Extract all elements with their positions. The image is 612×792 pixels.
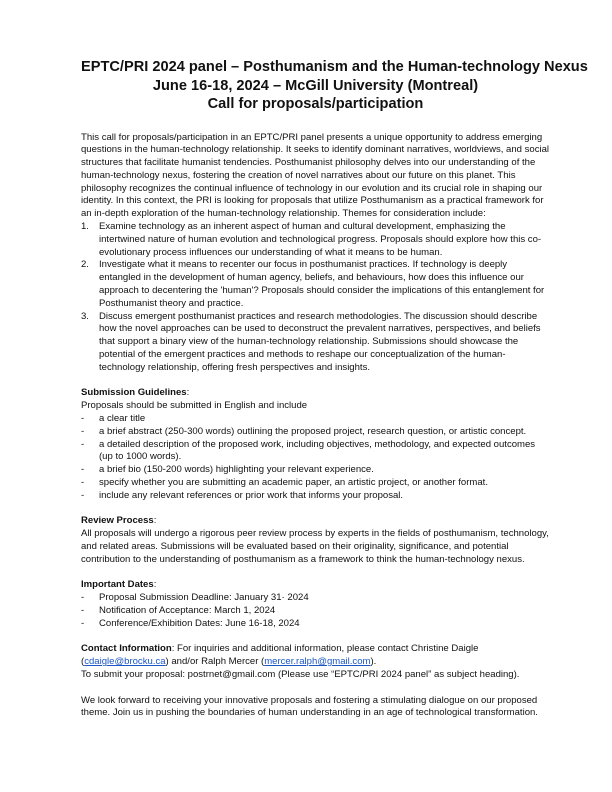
theme-number: 2. (81, 259, 89, 271)
list-item: - include any relevant references or prior work that informs your proposal. (81, 489, 404, 501)
contact-paragraph: Contact Information: For inquiries and additional information, please contact Christine Daigle (cdaigle@brocku.ca) and/or Ralph Mercer (mercer.ralph@gmail.com). (81, 643, 479, 668)
list-item-text: include any relevant references or prior work that informs your proposal. (99, 489, 404, 501)
contact-text-3: ). (370, 656, 377, 668)
theme-text: Discuss emergent posthumanist practices and research methodologies. The discussion should describe how the novel approaches can be used to deconstruct the prevalent narratives, perspectives, and beliefs that support a binary view of the human-technology relationship. Submissions should showcase the potential of the emergent practices and methods to reshape our conceptualization of the human-technology relationship, offering fresh perspectives and insights. (99, 310, 541, 373)
list-item: - a brief abstract (250-300 words) outlining the proposed project, research question, or artistic concept. (81, 425, 527, 437)
review-heading-line: Review Process: (81, 515, 157, 527)
list-item-text: a brief abstract (250-300 words) outlining the proposed project, research question, or artistic concept. (99, 425, 527, 437)
document-title (81, 58, 588, 114)
theme-number: 3. (81, 310, 89, 322)
list-item: - Conference/Exhibition Dates: June 16-18, 2024 (81, 617, 300, 629)
list-item: - a clear title (81, 413, 146, 425)
dates-list (81, 592, 550, 630)
submission-heading-line: Submission Guidelines: (81, 387, 190, 399)
title-line-3: Call for proposals/participation (207, 96, 424, 112)
list-item-text: a detailed description of the proposed work, including objectives, methodology, and expected outcomes (up to 1000 words). (99, 438, 536, 463)
submit-line: To submit your proposal: postrnet@gmail.com (Please use “EPTC/PRI 2024 panel” as subject heading). (81, 668, 520, 680)
theme-text: Examine technology as an inherent aspect of human and cultural development, emphasizing the intertwined nature of human evolution and technological progress. Proposals should explore how this co-evolutionary process influences our understanding of what it means to be human. (99, 221, 542, 258)
list-item: - Proposal Submission Deadline: January 31· 2024 (81, 592, 309, 604)
list-item: - Notification of Acceptance: March 1, 2024 (81, 604, 276, 616)
list-item: - specify whether you are submitting an academic paper, an artistic project, or another format. (81, 477, 488, 489)
email-link-daigle[interactable]: cdaigle@brocku.ca (84, 656, 166, 668)
email-link-mercer[interactable]: mercer.ralph@gmail.com (264, 656, 371, 668)
list-item: - a brief bio (150-200 words) highlighting your relevant experience. (81, 464, 374, 476)
closing-paragraph: We look forward to receiving your innovative proposals and fostering a stimulating dialogue on our proposed theme. Join us in pushing the boundaries of human understanding in an age of technological transformation. (81, 694, 538, 719)
dates-heading: Important Dates (81, 579, 154, 591)
list-item: - a detailed description of the proposed work, including objectives, methodology, and expected outcomes (up to 1000 words). (81, 438, 536, 463)
list-item-text: a brief bio (150-200 words) highlighting your relevant experience. (99, 464, 374, 476)
review-heading: Review Process (81, 515, 154, 527)
list-item-text: a clear title (99, 413, 146, 425)
dates-heading-line: Important Dates: (81, 579, 157, 591)
contact-heading: Contact Information (81, 643, 172, 655)
list-item-text: specify whether you are submitting an academic paper, an artistic project, or another format. (99, 477, 488, 489)
title-line-2: June 16-18, 2024 – McGill University (Montreal) (152, 77, 479, 94)
review-paragraph: All proposals will undergo a rigorous peer review process by experts in the fields of posthumanism, technology, and related areas. Submissions will be evaluated based on their originality, significance, and potential contribution to the understanding of posthumanism as a framework to think the human-technology nexus. (81, 528, 549, 565)
submission-list (81, 413, 550, 503)
theme-number: 1. (81, 221, 89, 233)
theme-text: Investigate what it means to recenter our focus in posthumanist practices. If technology is deeply entangled in the development of human agency, beliefs, and behaviours, how does this influence our approach to decentering the 'human'? Proposals should consider the implications of this entanglement for Posthumanist theory and practice. (99, 259, 545, 309)
theme-item (81, 259, 550, 310)
submission-heading: Submission Guidelines (81, 387, 187, 399)
theme-item (81, 311, 550, 375)
title-line-1: EPTC/PRI 2024 panel – Posthumanism and the Human-technology Nexus (81, 59, 588, 75)
theme-item (81, 221, 550, 259)
list-item-text: Conference/Exhibition Dates: June 16-18, 2024 (99, 617, 300, 629)
contact-text-2: ) and/or Ralph Mercer ( (165, 656, 265, 668)
list-item-text: Proposal Submission Deadline: January 31· 2024 (99, 592, 309, 604)
list-item-text: Notification of Acceptance: March 1, 2024 (99, 604, 276, 616)
document-body (81, 132, 550, 721)
contact-text-1: : For inquiries and additional information, please contact Christine Daigle (171, 643, 479, 655)
intro-paragraph: This call for proposals/participation in an EPTC/PRI panel presents a unique opportunity to address emerging questions in the human-technology relationship. It seeks to identify dominant narratives, worldviews, and social structures that facilitate humanist tendencies. Posthumanist philosophy delves into our understanding of the human-technology nexus, fostering the creation of novel narratives about our future on this planet. This philosophy recognizes the continual influence of technology in our evolution and its crucial role in shaping our identity. In this context, the PRI is looking for proposals that utilize Posthumanism as a practical framework for an in-depth exploration of the human-technology relationship. Themes for consideration include: (81, 131, 550, 220)
themes-list (81, 221, 550, 375)
submission-intro: Proposals should be submitted in English and include (81, 400, 308, 412)
